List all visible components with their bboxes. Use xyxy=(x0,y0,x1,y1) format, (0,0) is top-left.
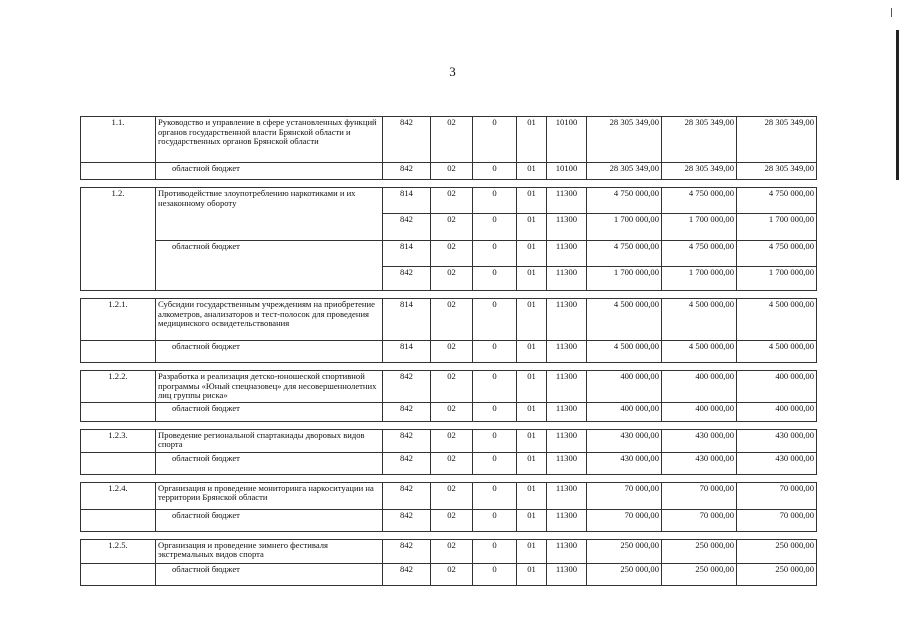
amount-2-cell: 250 000,00 xyxy=(662,539,737,563)
spacer-cell xyxy=(81,531,817,539)
row-number-cell: 1.2.3. xyxy=(81,429,156,452)
name-text: Руководство и управление в сфере установленных функций органов государственной власти Брянской области и государственных органов Брянской области xyxy=(158,117,377,147)
table-row xyxy=(81,429,817,452)
name-text: Организация и проведение мониторинга наркоситуации на территории Брянской области xyxy=(158,482,374,503)
spacer-row xyxy=(81,474,817,482)
row-number-cell: 1.2.1. xyxy=(81,299,156,341)
code-3-cell: 0 xyxy=(473,482,517,509)
name-text: областной бюджет xyxy=(172,509,240,520)
code-3-cell: 0 xyxy=(473,563,517,585)
amount-1-cell: 430 000,00 xyxy=(587,429,662,452)
amount-2-cell: 28 305 349,00 xyxy=(662,117,737,163)
amount-3-cell: 4 750 000,00 xyxy=(737,188,817,214)
code-4-cell: 01 xyxy=(517,117,547,163)
code-3-cell: 0 xyxy=(473,509,517,531)
code-4-cell: 01 xyxy=(517,371,547,403)
code-5-cell: 11300 xyxy=(547,452,587,474)
amount-1-cell: 400 000,00 xyxy=(587,371,662,403)
amount-1-cell: 250 000,00 xyxy=(587,539,662,563)
name-cell xyxy=(156,402,383,421)
amount-3-cell: 400 000,00 xyxy=(737,402,817,421)
spacer-cell xyxy=(81,474,817,482)
ministry-code-cell: 842 xyxy=(383,509,431,531)
code-3-cell: 0 xyxy=(473,371,517,403)
name-cell xyxy=(156,163,383,180)
amount-2-cell: 1 700 000,00 xyxy=(662,214,737,241)
name-text: Субсидии государственным учреждениям на приобретение алкометров, анализаторов и тест-полосок для проведения медицинского освидетельствования xyxy=(158,299,375,329)
code-4-cell: 01 xyxy=(517,563,547,585)
code-2-cell: 02 xyxy=(431,241,473,267)
amount-3-cell: 430 000,00 xyxy=(737,429,817,452)
amount-2-cell: 400 000,00 xyxy=(662,371,737,403)
code-2-cell: 02 xyxy=(431,563,473,585)
amount-1-cell: 4 500 000,00 xyxy=(587,299,662,341)
code-5-cell: 11300 xyxy=(547,214,587,241)
table-row xyxy=(81,482,817,509)
code-2-cell: 02 xyxy=(431,482,473,509)
code-3-cell: 0 xyxy=(473,429,517,452)
spacer-row xyxy=(81,531,817,539)
amount-1-cell: 250 000,00 xyxy=(587,563,662,585)
table-row xyxy=(81,509,817,531)
name-cell xyxy=(156,188,383,241)
table-row xyxy=(81,341,817,363)
code-5-cell: 10100 xyxy=(547,163,587,180)
code-5-cell: 11300 xyxy=(547,429,587,452)
name-text: областной бюджет xyxy=(172,341,240,351)
name-text: областной бюджет xyxy=(172,402,240,413)
amount-3-cell: 250 000,00 xyxy=(737,539,817,563)
code-2-cell: 02 xyxy=(431,429,473,452)
code-2-cell: 02 xyxy=(431,299,473,341)
amount-2-cell: 1 700 000,00 xyxy=(662,267,737,291)
row-number-cell xyxy=(81,509,156,531)
ministry-code-cell: 842 xyxy=(383,267,431,291)
code-4-cell: 01 xyxy=(517,452,547,474)
code-5-cell: 11300 xyxy=(547,482,587,509)
ministry-code-cell: 814 xyxy=(383,299,431,341)
code-5-cell: 11300 xyxy=(547,267,587,291)
spacer-cell xyxy=(81,363,817,371)
binding-line xyxy=(896,30,899,180)
name-text: Разработка и реализация детско-юношеской спортивной программы «Юный спецназовец» для несовершеннолетних лиц группы риска» xyxy=(158,371,377,401)
spacer-row xyxy=(81,363,817,371)
code-4-cell: 01 xyxy=(517,429,547,452)
code-2-cell: 02 xyxy=(431,341,473,363)
row-number-cell xyxy=(81,163,156,180)
table-row xyxy=(81,452,817,474)
amount-3-cell: 430 000,00 xyxy=(737,452,817,474)
name-text: Проведение региональной спартакиады дворовых видов спорта xyxy=(158,429,365,450)
amount-3-cell: 4 750 000,00 xyxy=(737,241,817,267)
code-2-cell: 02 xyxy=(431,163,473,180)
code-4-cell: 01 xyxy=(517,299,547,341)
ministry-code-cell: 842 xyxy=(383,117,431,163)
code-5-cell: 11300 xyxy=(547,341,587,363)
name-text: областной бюджет xyxy=(172,163,240,173)
code-2-cell: 02 xyxy=(431,214,473,241)
row-number-cell xyxy=(81,563,156,585)
code-4-cell: 01 xyxy=(517,482,547,509)
amount-3-cell: 70 000,00 xyxy=(737,482,817,509)
amount-3-cell: 28 305 349,00 xyxy=(737,163,817,180)
amount-1-cell: 1 700 000,00 xyxy=(587,214,662,241)
code-2-cell: 02 xyxy=(431,452,473,474)
amount-1-cell: 4 750 000,00 xyxy=(587,241,662,267)
code-4-cell: 01 xyxy=(517,267,547,291)
code-3-cell: 0 xyxy=(473,341,517,363)
amount-2-cell: 4 500 000,00 xyxy=(662,341,737,363)
ministry-code-cell: 842 xyxy=(383,214,431,241)
table-row xyxy=(81,299,817,341)
ministry-code-cell: 842 xyxy=(383,402,431,421)
amount-2-cell: 250 000,00 xyxy=(662,563,737,585)
name-cell xyxy=(156,429,383,452)
code-3-cell: 0 xyxy=(473,241,517,267)
name-cell xyxy=(156,452,383,474)
code-2-cell: 02 xyxy=(431,267,473,291)
spacer-cell xyxy=(81,421,817,429)
code-3-cell: 0 xyxy=(473,163,517,180)
name-text: областной бюджет xyxy=(172,563,240,574)
amount-1-cell: 70 000,00 xyxy=(587,482,662,509)
amount-3-cell: 28 305 349,00 xyxy=(737,117,817,163)
amount-1-cell: 70 000,00 xyxy=(587,509,662,531)
code-2-cell: 02 xyxy=(431,188,473,214)
ministry-code-cell: 814 xyxy=(383,341,431,363)
name-cell xyxy=(156,241,383,291)
ministry-code-cell: 814 xyxy=(383,241,431,267)
code-4-cell: 01 xyxy=(517,241,547,267)
amount-1-cell: 430 000,00 xyxy=(587,452,662,474)
amount-2-cell: 28 305 349,00 xyxy=(662,163,737,180)
amount-3-cell: 1 700 000,00 xyxy=(737,267,817,291)
code-5-cell: 11300 xyxy=(547,509,587,531)
amount-1-cell: 4 750 000,00 xyxy=(587,188,662,214)
code-3-cell: 0 xyxy=(473,214,517,241)
row-number-cell xyxy=(81,402,156,421)
ministry-code-cell: 842 xyxy=(383,452,431,474)
page-number: 3 xyxy=(449,64,456,79)
code-5-cell: 11300 xyxy=(547,241,587,267)
amount-1-cell: 28 305 349,00 xyxy=(587,117,662,163)
name-text: Организация и проведение зимнего фестиваля экстремальных видов спорта xyxy=(158,539,328,560)
spacer-row xyxy=(81,291,817,299)
ministry-code-cell: 842 xyxy=(383,371,431,403)
ministry-code-cell: 842 xyxy=(383,563,431,585)
row-number-cell: 1.2.5. xyxy=(81,539,156,563)
table-row xyxy=(81,402,817,421)
amount-3-cell: 400 000,00 xyxy=(737,371,817,403)
name-cell xyxy=(156,371,383,403)
code-5-cell: 11300 xyxy=(547,402,587,421)
amount-2-cell: 4 750 000,00 xyxy=(662,241,737,267)
code-5-cell: 11300 xyxy=(547,371,587,403)
ministry-code-cell: 842 xyxy=(383,482,431,509)
code-3-cell: 0 xyxy=(473,539,517,563)
ministry-code-cell: 842 xyxy=(383,539,431,563)
code-5-cell: 10100 xyxy=(547,117,587,163)
name-cell xyxy=(156,299,383,341)
code-3-cell: 0 xyxy=(473,402,517,421)
name-text: областной бюджет xyxy=(172,452,240,463)
code-4-cell: 01 xyxy=(517,214,547,241)
code-2-cell: 02 xyxy=(431,539,473,563)
table-row xyxy=(81,539,817,563)
ministry-code-cell: 842 xyxy=(383,163,431,180)
name-cell xyxy=(156,509,383,531)
code-4-cell: 01 xyxy=(517,341,547,363)
name-cell xyxy=(156,482,383,509)
row-number-cell: 1.1. xyxy=(81,117,156,163)
code-3-cell: 0 xyxy=(473,267,517,291)
amount-2-cell: 430 000,00 xyxy=(662,429,737,452)
amount-3-cell: 250 000,00 xyxy=(737,563,817,585)
table-row xyxy=(81,117,817,163)
amount-2-cell: 4 500 000,00 xyxy=(662,299,737,341)
code-5-cell: 11300 xyxy=(547,188,587,214)
code-2-cell: 02 xyxy=(431,371,473,403)
amount-3-cell: 70 000,00 xyxy=(737,509,817,531)
table-row xyxy=(81,188,817,214)
code-5-cell: 11300 xyxy=(547,563,587,585)
amount-1-cell: 28 305 349,00 xyxy=(587,163,662,180)
code-3-cell: 0 xyxy=(473,188,517,214)
name-cell xyxy=(156,341,383,363)
row-number-cell: 1.2. xyxy=(81,188,156,291)
table-row xyxy=(81,163,817,180)
table-row xyxy=(81,563,817,585)
code-2-cell: 02 xyxy=(431,509,473,531)
row-number-cell xyxy=(81,341,156,363)
amount-2-cell: 70 000,00 xyxy=(662,509,737,531)
amount-1-cell: 1 700 000,00 xyxy=(587,267,662,291)
name-text: областной бюджет xyxy=(172,241,240,251)
code-5-cell: 11300 xyxy=(547,299,587,341)
spacer-cell xyxy=(81,180,817,188)
row-number-cell: 1.2.2. xyxy=(81,371,156,403)
amount-3-cell: 4 500 000,00 xyxy=(737,299,817,341)
amount-2-cell: 400 000,00 xyxy=(662,402,737,421)
code-3-cell: 0 xyxy=(473,299,517,341)
code-4-cell: 01 xyxy=(517,539,547,563)
row-number-cell: 1.2.4. xyxy=(81,482,156,509)
spacer-row xyxy=(81,180,817,188)
code-4-cell: 01 xyxy=(517,188,547,214)
amount-3-cell: 4 500 000,00 xyxy=(737,341,817,363)
amount-1-cell: 400 000,00 xyxy=(587,402,662,421)
code-5-cell: 11300 xyxy=(547,539,587,563)
edge-mark xyxy=(891,8,892,17)
row-number-cell xyxy=(81,452,156,474)
amount-2-cell: 70 000,00 xyxy=(662,482,737,509)
amount-2-cell: 4 750 000,00 xyxy=(662,188,737,214)
amount-2-cell: 430 000,00 xyxy=(662,452,737,474)
code-4-cell: 01 xyxy=(517,163,547,180)
name-cell xyxy=(156,117,383,163)
amount-3-cell: 1 700 000,00 xyxy=(737,214,817,241)
budget-table xyxy=(80,116,817,586)
spacer-row xyxy=(81,421,817,429)
name-cell xyxy=(156,563,383,585)
table-row xyxy=(81,241,817,267)
code-3-cell: 0 xyxy=(473,452,517,474)
code-2-cell: 02 xyxy=(431,117,473,163)
amount-1-cell: 4 500 000,00 xyxy=(587,341,662,363)
code-4-cell: 01 xyxy=(517,402,547,421)
code-2-cell: 02 xyxy=(431,402,473,421)
table-row xyxy=(81,371,817,403)
name-text: Противодействие злоупотреблению наркотиками и их незаконному обороту xyxy=(158,188,356,208)
ministry-code-cell: 814 xyxy=(383,188,431,214)
spacer-cell xyxy=(81,291,817,299)
code-4-cell: 01 xyxy=(517,509,547,531)
code-3-cell: 0 xyxy=(473,117,517,163)
ministry-code-cell: 842 xyxy=(383,429,431,452)
name-cell xyxy=(156,539,383,563)
